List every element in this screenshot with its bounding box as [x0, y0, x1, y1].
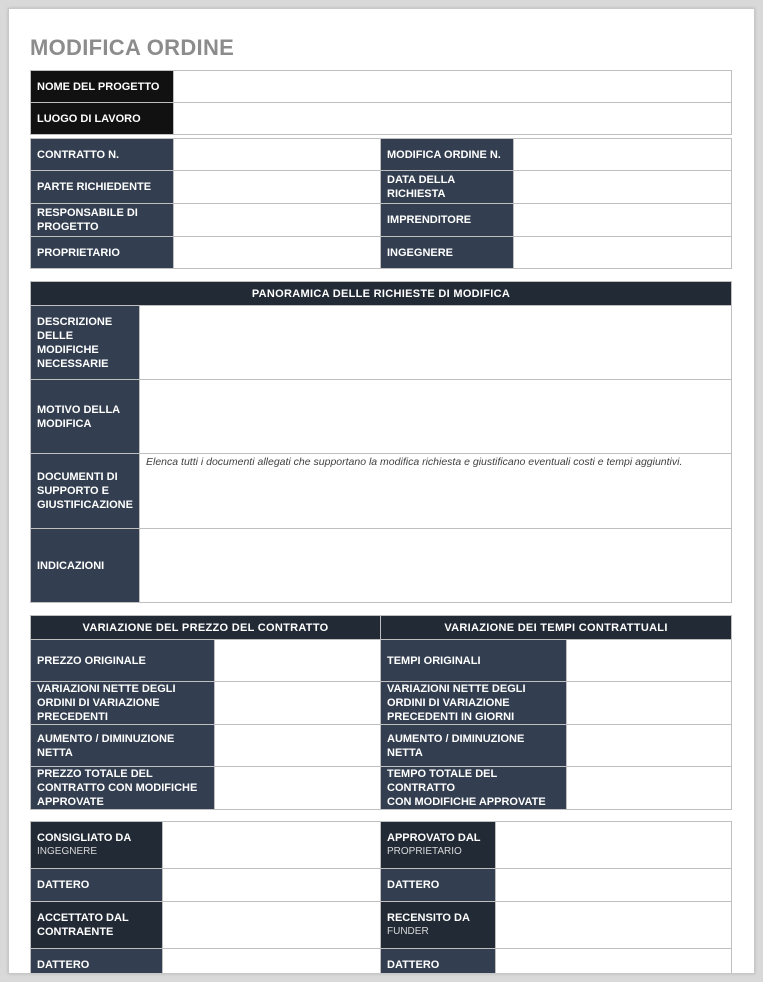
project-table: [30, 70, 732, 135]
time-increase-field[interactable]: [567, 725, 732, 767]
approved-title: APPROVATO DAL: [387, 832, 481, 844]
approved-sub: PROPRIETARIO: [387, 846, 462, 857]
date-field-1[interactable]: [163, 869, 381, 902]
total-time-label-line1: TEMPO TOTALE DEL CONTRATTO: [387, 768, 498, 794]
contract-no-field[interactable]: [174, 139, 381, 171]
project-manager-field[interactable]: [174, 204, 381, 237]
reason-label: MOTIVO DELLA MODIFICA: [31, 380, 140, 454]
recommended-sub: INGEGNERE: [37, 846, 98, 857]
original-price-field[interactable]: [215, 640, 381, 682]
change-order-no-field[interactable]: [514, 139, 732, 171]
prev-net-time-field[interactable]: [567, 682, 732, 725]
project-name-label: NOME DEL PROGETTO: [31, 71, 174, 103]
reviewed-field[interactable]: [496, 902, 732, 949]
change-order-no-label: MODIFICA ORDINE N.: [381, 139, 514, 171]
engineer-label: INGEGNERE: [381, 237, 514, 269]
price-increase-label: AUMENTO / DIMINUZIONE NETTA: [31, 725, 215, 767]
time-increase-label: AUMENTO / DIMINUZIONE NETTA: [381, 725, 567, 767]
requesting-party-field[interactable]: [174, 171, 381, 204]
contractor-field[interactable]: [514, 204, 732, 237]
prev-net-price-field[interactable]: [215, 682, 381, 725]
time-variation-header: VARIAZIONE DEI TEMPI CONTRATTUALI: [381, 616, 732, 640]
date-label-1: DATTERO: [31, 869, 163, 902]
date-label-4: DATTERO: [381, 949, 496, 975]
recommended-field[interactable]: [163, 822, 381, 869]
reason-field[interactable]: [140, 380, 732, 454]
engineer-field[interactable]: [514, 237, 732, 269]
accepted-label: ACCETTATO DAL CONTRAENTE: [31, 902, 163, 949]
date-field-3[interactable]: [163, 949, 381, 975]
date-label-2: DATTERO: [381, 869, 496, 902]
price-variation-header: VARIAZIONE DEL PREZZO DEL CONTRATTO: [31, 616, 381, 640]
original-time-field[interactable]: [567, 640, 732, 682]
original-price-label: PREZZO ORIGINALE: [31, 640, 215, 682]
description-label: DESCRIZIONE DELLE MODIFICHE NECESSARIE: [31, 306, 140, 380]
recommended-label: [31, 822, 163, 869]
total-time-field[interactable]: [567, 767, 732, 810]
contract-no-label: CONTRATTO N.: [31, 139, 174, 171]
owner-label: PROPRIETARIO: [31, 237, 174, 269]
project-manager-label: RESPONSABILE DI PROGETTO: [31, 204, 174, 237]
project-name-field[interactable]: [174, 71, 732, 103]
recommended-title: CONSIGLIATO DA: [37, 832, 132, 844]
total-time-label-line2: CON MODIFICHE APPROVATE: [387, 796, 546, 808]
request-date-field[interactable]: [514, 171, 732, 204]
details-table: [30, 138, 732, 269]
original-time-label: TEMPI ORIGINALI: [381, 640, 567, 682]
owner-field[interactable]: [174, 237, 381, 269]
reviewed-title: RECENSITO DA: [387, 912, 470, 924]
accepted-field[interactable]: [163, 902, 381, 949]
request-date-label: DATA DELLA RICHIESTA: [381, 171, 514, 204]
total-price-field[interactable]: [215, 767, 381, 810]
requesting-party-label: PARTE RICHIEDENTE: [31, 171, 174, 204]
page-title: MODIFICA ORDINE: [30, 35, 235, 60]
documents-label: DOCUMENTI DI SUPPORTO E GIUSTIFICAZIONE: [31, 454, 140, 529]
documents-field[interactable]: Elenca tutti i documenti allegati che supportano la modifica richiesta e giustificano eventuali costi e tempi aggiuntivi.: [140, 454, 732, 529]
job-site-label: LUOGO DI LAVORO: [31, 103, 174, 135]
price-increase-field[interactable]: [215, 725, 381, 767]
date-label-3: DATTERO: [31, 949, 163, 975]
date-field-4[interactable]: [496, 949, 732, 975]
overview-table: [30, 281, 732, 603]
reviewed-sub: FUNDER: [387, 926, 429, 937]
contractor-label: IMPRENDITORE: [381, 204, 514, 237]
job-site-field[interactable]: [174, 103, 732, 135]
document-page: [8, 8, 755, 974]
approved-label: [381, 822, 496, 869]
notes-label: INDICAZIONI: [31, 529, 140, 603]
signatures-table: [30, 821, 732, 974]
prev-net-price-label: VARIAZIONI NETTE DEGLI ORDINI DI VARIAZIONE PRECEDENTI: [31, 682, 215, 725]
variations-table: [30, 615, 732, 810]
total-time-label: [381, 767, 567, 810]
approved-field[interactable]: [496, 822, 732, 869]
overview-header: PANORAMICA DELLE RICHIESTE DI MODIFICA: [31, 282, 732, 306]
total-price-label: PREZZO TOTALE DEL CONTRATTO CON MODIFICHE APPROVATE: [31, 767, 215, 810]
description-field[interactable]: [140, 306, 732, 380]
prev-net-time-label: VARIAZIONI NETTE DEGLI ORDINI DI VARIAZIONE PRECEDENTI IN GIORNI: [381, 682, 567, 725]
date-field-2[interactable]: [496, 869, 732, 902]
notes-field[interactable]: [140, 529, 732, 603]
reviewed-label: [381, 902, 496, 949]
